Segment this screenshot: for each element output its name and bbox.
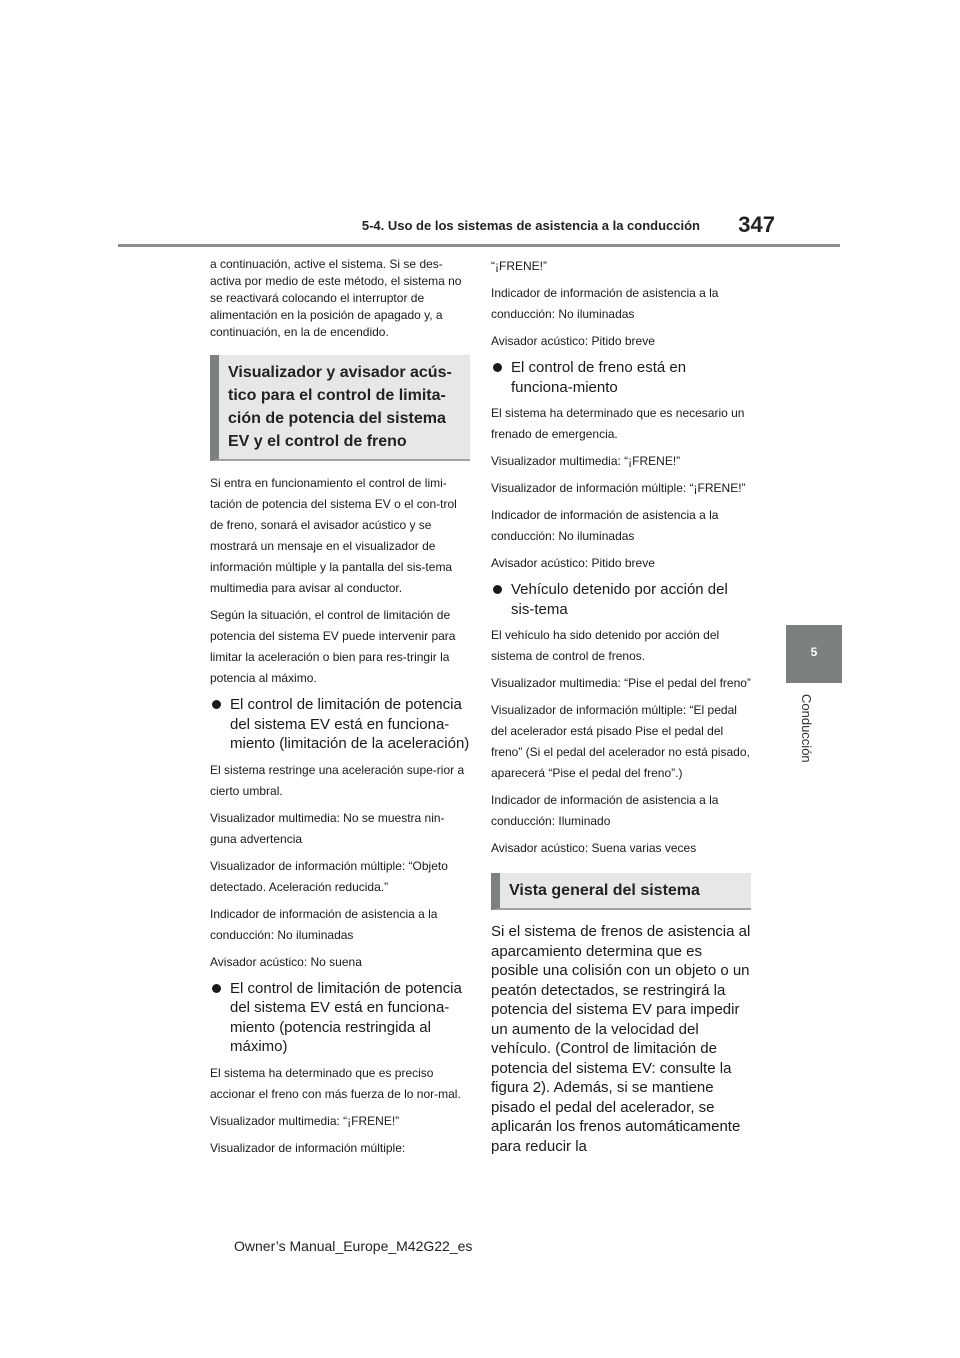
detail-line: Visualizador de información múltiple: “El pedal del acelerador está pisado Pise el pedal del freno” (Si el pedal del acelerador no está pisado, aparecerá “Pise el pedal del freno”.)	[491, 703, 750, 780]
detail-line: Visualizador multimedia: “¡FRENE!”	[210, 1113, 400, 1128]
bullet-item	[210, 979, 470, 1057]
bullet-item	[210, 695, 470, 754]
detail-line: El vehículo ha sido detenido por acción del sistema de control de frenos.	[491, 628, 720, 663]
detail-line: Visualizador multimedia: “¡FRENE!”	[491, 454, 681, 468]
bullet-text: Vehículo detenido por acción del sis-tema	[511, 581, 728, 618]
bullet-icon	[493, 585, 502, 594]
detail-line: Avisador acústico: No suena	[210, 954, 362, 969]
detail-line: “¡FRENE!”	[491, 259, 547, 273]
bullet-icon	[493, 363, 502, 372]
section-title: 5-4. Uso de los sistemas de asistencia a la conducción	[361, 218, 700, 233]
detail-line: Visualizador de información múltiple: “Objeto detectado. Aceleración reducida.”	[210, 858, 448, 894]
detail-line: Avisador acústico: Suena varias veces	[491, 841, 697, 855]
footer-manual-id: Owner’s Manual_Europe_M42G22_es	[234, 1238, 473, 1254]
bullet-text: El control de freno está en funciona-miento	[511, 359, 687, 396]
detail-line: Avisador acústico: Pitido breve	[491, 556, 655, 570]
chapter-label: Conducción	[799, 694, 814, 763]
detail-line: Indicador de información de asistencia a la conducción: Iluminado	[491, 793, 719, 828]
overview-paragraph: Si el sistema de frenos de asistencia al aparcamiento determina que es posible una colisión con un objeto o un peatón detectados, se restringirá la potencia del sistema EV para impedir un aumento de la velocidad del vehículo. (Control de limitación de potencia del sistema EV: consulte la figura 2). Además, si se mantiene pisado el pedal del acelerador, se aplicarán los frenos automáticamente para reducir la	[491, 923, 751, 1155]
detail-line: El sistema restringe una aceleración supe-rior a cierto umbral.	[210, 762, 465, 798]
detail-line: El sistema ha determinado que es necesario un frenado de emergencia.	[491, 406, 745, 441]
detail-line: Indicador de información de asistencia a la conducción: No iluminadas	[491, 508, 719, 543]
bullet-icon	[212, 984, 221, 993]
detail-line: Visualizador de información múltiple:	[210, 1140, 406, 1155]
detail-line: Visualizador multimedia: “Pise el pedal del freno”	[491, 676, 751, 690]
bullet-text: El control de limitación de potencia del sistema EV está en funciona-miento (potencia restringida al máximo)	[230, 979, 462, 1055]
detail-line: Avisador acústico: Pitido breve	[491, 334, 655, 348]
page-number: 347	[738, 212, 775, 237]
section-heading: Vista general del sistema	[509, 882, 700, 899]
header-divider	[118, 244, 840, 247]
detail-line: Visualizador de información múltiple: “¡FRENE!”	[491, 481, 746, 495]
detail-line: Visualizador multimedia: No se muestra nin-guna advertencia	[210, 810, 445, 846]
chapter-tab-number: 5	[810, 645, 818, 659]
detail-line: Indicador de información de asistencia a la conducción: No iluminadas	[491, 286, 719, 321]
right-column	[491, 256, 751, 1166]
paragraph: Según la situación, el control de limitación de potencia del sistema EV puede intervenir para limitar la aceleración o bien para res-tringir la potencia al máximo.	[210, 608, 456, 685]
paragraph: Si entra en funcionamiento el control de limi-tación de potencia del sistema EV o el con-trol de freno, sonará el avisador acústico y se mostrará un mensaje en el visualizador de información múltiple y la pantalla del sis-tema multimedia para avisar al conductor.	[210, 476, 457, 595]
detail-line: El sistema ha determinado que es preciso accionar el freno con más fuerza de lo nor-mal.	[210, 1065, 461, 1101]
bullet-item	[491, 358, 751, 397]
detail-line: Indicador de información de asistencia a la conducción: No iluminadas	[210, 906, 438, 942]
section-heading: Visualizador y avisador acús-tico para el control de limita-ción de potencia del sistema EV y el control de freno	[228, 364, 452, 450]
bullet-text: El control de limitación de potencia del sistema EV está en funciona-miento (limitación de la aceleración)	[230, 696, 470, 752]
intro-paragraph: a continuación, active el sistema. Si se des-activa por medio de este método, el sistema no se reactivará colocando el interruptor de alimentación en la posición de apagado y, a continuación, en la de encendido.	[210, 257, 462, 339]
left-column	[210, 256, 470, 1165]
section-heading-box	[491, 873, 751, 910]
bullet-icon	[212, 700, 221, 709]
section-heading-box	[210, 355, 470, 461]
bullet-item	[491, 580, 751, 619]
